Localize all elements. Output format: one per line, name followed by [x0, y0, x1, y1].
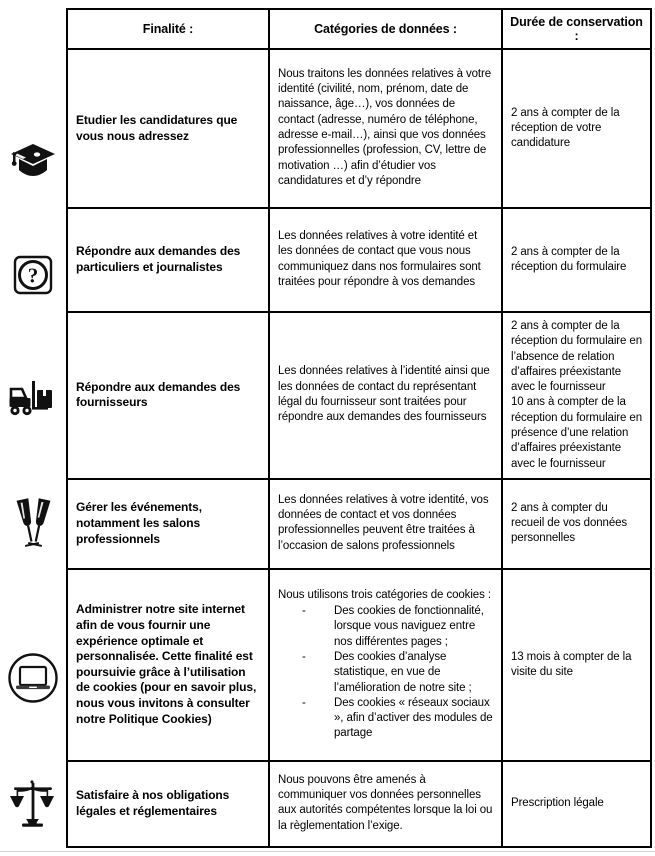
table-body	[67, 49, 651, 847]
cell-purpose: Etudier les candidatures que vous nous adressez	[67, 49, 269, 208]
row-icon-slot-3	[0, 368, 66, 428]
scales-of-justice-icon	[8, 778, 58, 828]
cell-purpose: Gérer les événements, notamment les salons professionnels	[67, 479, 269, 569]
retention-line: 13 mois à compter de la visite du site	[511, 650, 632, 678]
column-header-categories: Catégories de données :	[269, 9, 502, 49]
table-row	[67, 569, 651, 761]
row-icon-slot-1	[0, 125, 66, 195]
retention-line: 2 ans à compter du recueil de vos données personnelles	[511, 501, 628, 545]
list-item	[302, 650, 493, 696]
bullet-dash: -	[302, 696, 306, 709]
svg-text:?: ?	[27, 263, 39, 288]
page-bottom-rule	[0, 851, 655, 852]
privacy-purposes-table	[66, 8, 652, 848]
cell-purpose: Administrer notre site internet afin de vous fournir une expérience optimale et personnalisée. Cette finalité est poursuivie grâce à l’utilisation de cookies (pour en savoir plus, nous vous invitons à consulter notre Politique Cookies)	[67, 569, 269, 761]
categories-text: Les données relatives à l’identité ainsi que les données de contact du représentant légal du fournisseur sont traitées pour répondre aux demandes des fournisseurs	[278, 365, 490, 424]
categories-text: Nous utilisons trois catégories de cookies :	[278, 588, 491, 601]
row-icon-slot-6	[0, 772, 66, 834]
row-icon-slot-5	[0, 648, 66, 708]
table-row	[67, 208, 651, 312]
cell-retention	[502, 208, 651, 312]
table-row	[67, 312, 651, 479]
categories-text: Les données relatives à votre identité, vos données de contact et vos données professionnelles peuvent être traitées à l’occasion de salons professionnels	[278, 493, 489, 552]
cell-categories	[269, 312, 502, 479]
retention-line: 10 ans à compter de la réception du formulaire en présence d’une relation d’affaires préexistante avec le fournisseur	[511, 396, 643, 470]
cell-retention	[502, 761, 651, 847]
cell-categories	[269, 208, 502, 312]
table-header-row	[67, 9, 651, 49]
retention-line: 2 ans à compter de la réception du formulaire	[511, 245, 627, 273]
cell-categories	[269, 761, 502, 847]
cell-categories	[269, 479, 502, 569]
retention-line: 2 ans à compter de la réception du formulaire en l’absence de relation d’affaires préexistante avec le fournisseur	[511, 320, 643, 394]
bullet-dash: -	[302, 651, 306, 664]
cell-retention	[502, 49, 651, 208]
categories-text: Nous traitons les données relatives à votre identité (civilité, nom, prénom, date de naissance, âge…), vos données de contact (adresse, numéro de téléphone, adresse e-mail…), ainsi que vos données professionnelles (profession, CV, lettre de motivation …) afin d’étudier vos candidatures et d’y répondre	[278, 67, 492, 187]
cell-categories	[269, 49, 502, 208]
cell-purpose: Répondre aux demandes des particuliers et journalistes	[67, 208, 269, 312]
list-item-label: Des cookies « réseaux sociaux », afin d’activer des modules de partage	[334, 696, 493, 740]
graduation-cap-icon	[9, 140, 57, 180]
retention-line: Prescription légale	[511, 797, 604, 810]
categories-text: Nous pouvons être amenés à communiquer vos données personnelles aux autorités compétentes lorsque la loi ou la règlementation l’exige.	[278, 773, 493, 832]
icon-gutter	[0, 0, 66, 856]
retention-line: 2 ans à compter de la réception de votre candidature	[511, 106, 620, 150]
cell-retention	[502, 312, 651, 479]
list-item	[302, 696, 493, 742]
forklift-icon	[8, 377, 58, 419]
column-header-retention: Durée de conservation :	[502, 9, 651, 49]
cell-categories	[269, 569, 502, 761]
list-item-label: Des cookies d’analyse statistique, en vue de l’amélioration de notre site ;	[334, 651, 472, 694]
laptop-icon	[7, 652, 59, 704]
table-row	[67, 479, 651, 569]
cell-purpose: Répondre aux demandes des fournisseurs	[67, 312, 269, 479]
row-icon-slot-2	[0, 245, 66, 305]
champagne-glasses-icon	[11, 493, 55, 551]
table-header	[67, 9, 651, 49]
table-row	[67, 761, 651, 847]
cell-retention	[502, 479, 651, 569]
categories-text: Les données relatives à votre identité et les données de contact que vous nous communiquez dans nos formulaires sont traitées pour répondre à vos demandes	[278, 229, 481, 288]
cell-retention	[502, 569, 651, 761]
table-row	[67, 49, 651, 208]
question-mark-icon	[13, 255, 53, 295]
cookie-category-list	[278, 604, 493, 742]
cell-purpose: Satisfaire à nos obligations légales et réglementaires	[67, 761, 269, 847]
column-header-purpose: Finalité :	[67, 9, 269, 49]
bullet-dash: -	[302, 605, 306, 618]
row-icon-slot-4	[0, 487, 66, 557]
list-item	[302, 604, 493, 650]
list-item-label: Des cookies de fonctionnalité, lorsque vous naviguez entre nos différentes pages ;	[334, 605, 484, 648]
